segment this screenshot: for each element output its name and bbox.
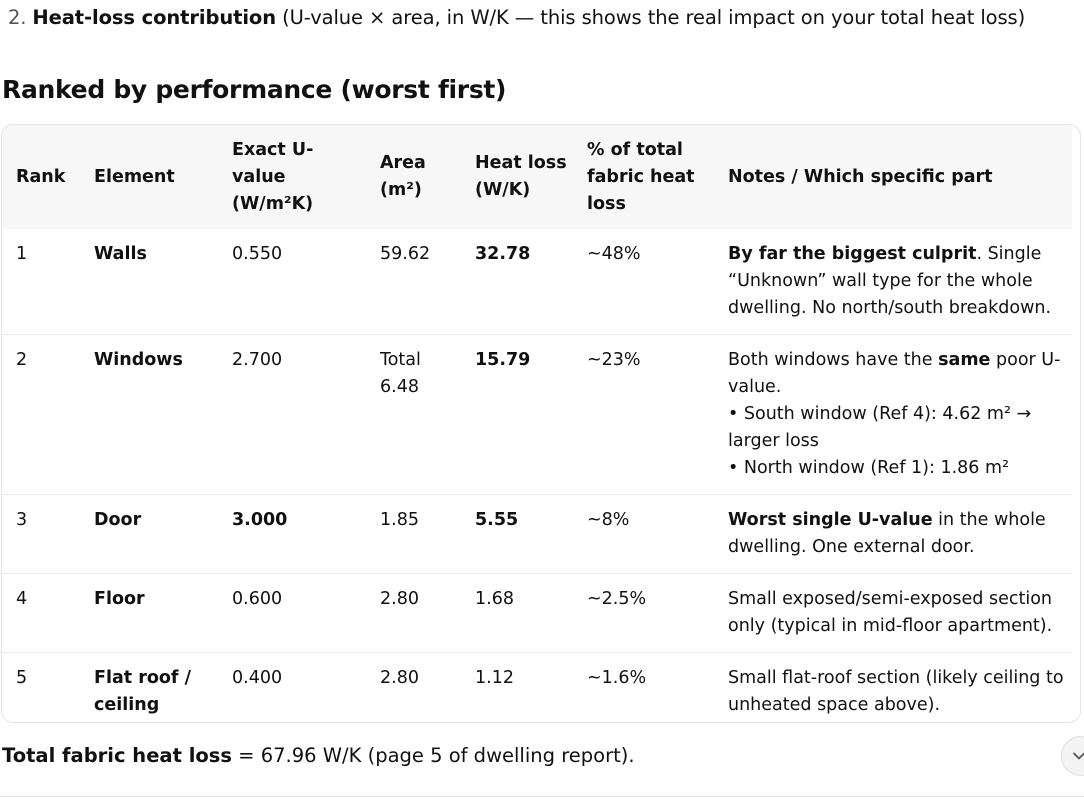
table-row — [2, 229, 1072, 335]
cell-element: Flat roof / ceiling — [94, 668, 191, 715]
cell-rank: 4 — [16, 589, 28, 609]
cell-u-value: 0.400 — [232, 668, 283, 688]
scroll-down-button[interactable] — [1061, 736, 1084, 776]
total-label: Total fabric heat loss — [2, 744, 232, 767]
cell-rank: 2 — [16, 350, 28, 370]
table-header-row — [2, 125, 1072, 229]
notes-text: in the whole dwelling. One external door. — [728, 510, 1046, 557]
cell-u-value: 0.600 — [232, 589, 283, 609]
cell-notes: Small flat-roof section (likely ceiling to unheated space above). — [728, 668, 1064, 715]
total-fabric-heat-loss — [2, 742, 635, 770]
cell-heat-loss: 5.55 — [475, 510, 519, 530]
cell-percent: ~1.6% — [587, 668, 647, 688]
notes-text: Both windows have the — [728, 350, 939, 370]
cell-percent: ~8% — [587, 510, 630, 530]
cell-element: Walls — [94, 244, 147, 264]
cell-area: 1.85 — [380, 510, 419, 530]
total-value: = 67.96 W/K (page 5 of dwelling report). — [231, 744, 635, 767]
notes-bold: Worst single U-value — [728, 510, 933, 530]
section-title: Ranked by performance (worst first) — [2, 75, 507, 104]
notes-text: . Single “Unknown” wall type for the whole dwelling. No north/south breakdown. — [728, 244, 1052, 318]
cell-percent: ~23% — [587, 350, 641, 370]
header-heat-loss: Heat loss (W/K) — [475, 153, 567, 200]
header-rank: Rank — [16, 166, 66, 187]
header-element: Element — [94, 166, 175, 187]
cell-element: Windows — [94, 350, 183, 370]
cell-rank: 3 — [16, 510, 28, 530]
table-row — [2, 335, 1072, 495]
header-u-value: Exact U-value (W/m²K) — [232, 139, 314, 214]
performance-table — [2, 125, 1072, 723]
header-notes: Notes / Which specific part — [728, 166, 993, 187]
divider — [0, 796, 1084, 797]
cell-u-value: 3.000 — [232, 510, 288, 530]
cell-u-value: 2.700 — [232, 350, 283, 370]
notes-text: poor U-value. — [728, 350, 1061, 397]
cell-heat-loss: 1.12 — [475, 668, 514, 688]
performance-table-container — [1, 124, 1081, 723]
cell-heat-loss: 15.79 — [475, 350, 531, 370]
header-percent: % of total fabric heat loss — [587, 139, 695, 214]
table-row — [2, 574, 1072, 653]
notes-bold: By far the biggest culprit — [728, 244, 977, 264]
list-item-heat-loss-contribution — [8, 4, 1025, 32]
cell-heat-loss: 32.78 — [475, 244, 531, 264]
cell-rank: 1 — [16, 244, 28, 264]
header-area: Area (m²) — [380, 153, 426, 200]
cell-heat-loss: 1.68 — [475, 589, 514, 609]
cell-element: Door — [94, 510, 142, 530]
cell-notes: Small exposed/semi-exposed section only (typical in mid-floor apartment). — [728, 589, 1053, 636]
cell-u-value: 0.550 — [232, 244, 283, 264]
list-item-rest: (U-value × area, in W/K — this shows the real impact on your total heat loss) — [276, 6, 1026, 29]
cell-notes — [714, 229, 1072, 335]
list-number: 2. — [8, 6, 27, 29]
cell-element: Floor — [94, 589, 145, 609]
table-row — [2, 653, 1072, 724]
notes-bold: same — [938, 350, 991, 370]
notes-bullet-south: • South window (Ref 4): 4.62 m² → larger loss — [728, 404, 1032, 451]
cell-area: 59.62 — [380, 244, 431, 264]
cell-area: 2.80 — [380, 668, 419, 688]
cell-notes — [714, 335, 1072, 495]
cell-notes — [714, 495, 1072, 574]
cell-percent: ~2.5% — [587, 589, 647, 609]
cell-percent: ~48% — [587, 244, 641, 264]
cell-area: Total 6.48 — [380, 350, 421, 397]
chevron-down-icon — [1071, 748, 1084, 764]
table-row — [2, 495, 1072, 574]
cell-rank: 5 — [16, 668, 28, 688]
cell-area: 2.80 — [380, 589, 419, 609]
notes-bullet-north: • North window (Ref 1): 1.86 m² — [728, 458, 1010, 478]
list-item-bold: Heat-loss contribution — [32, 6, 276, 29]
